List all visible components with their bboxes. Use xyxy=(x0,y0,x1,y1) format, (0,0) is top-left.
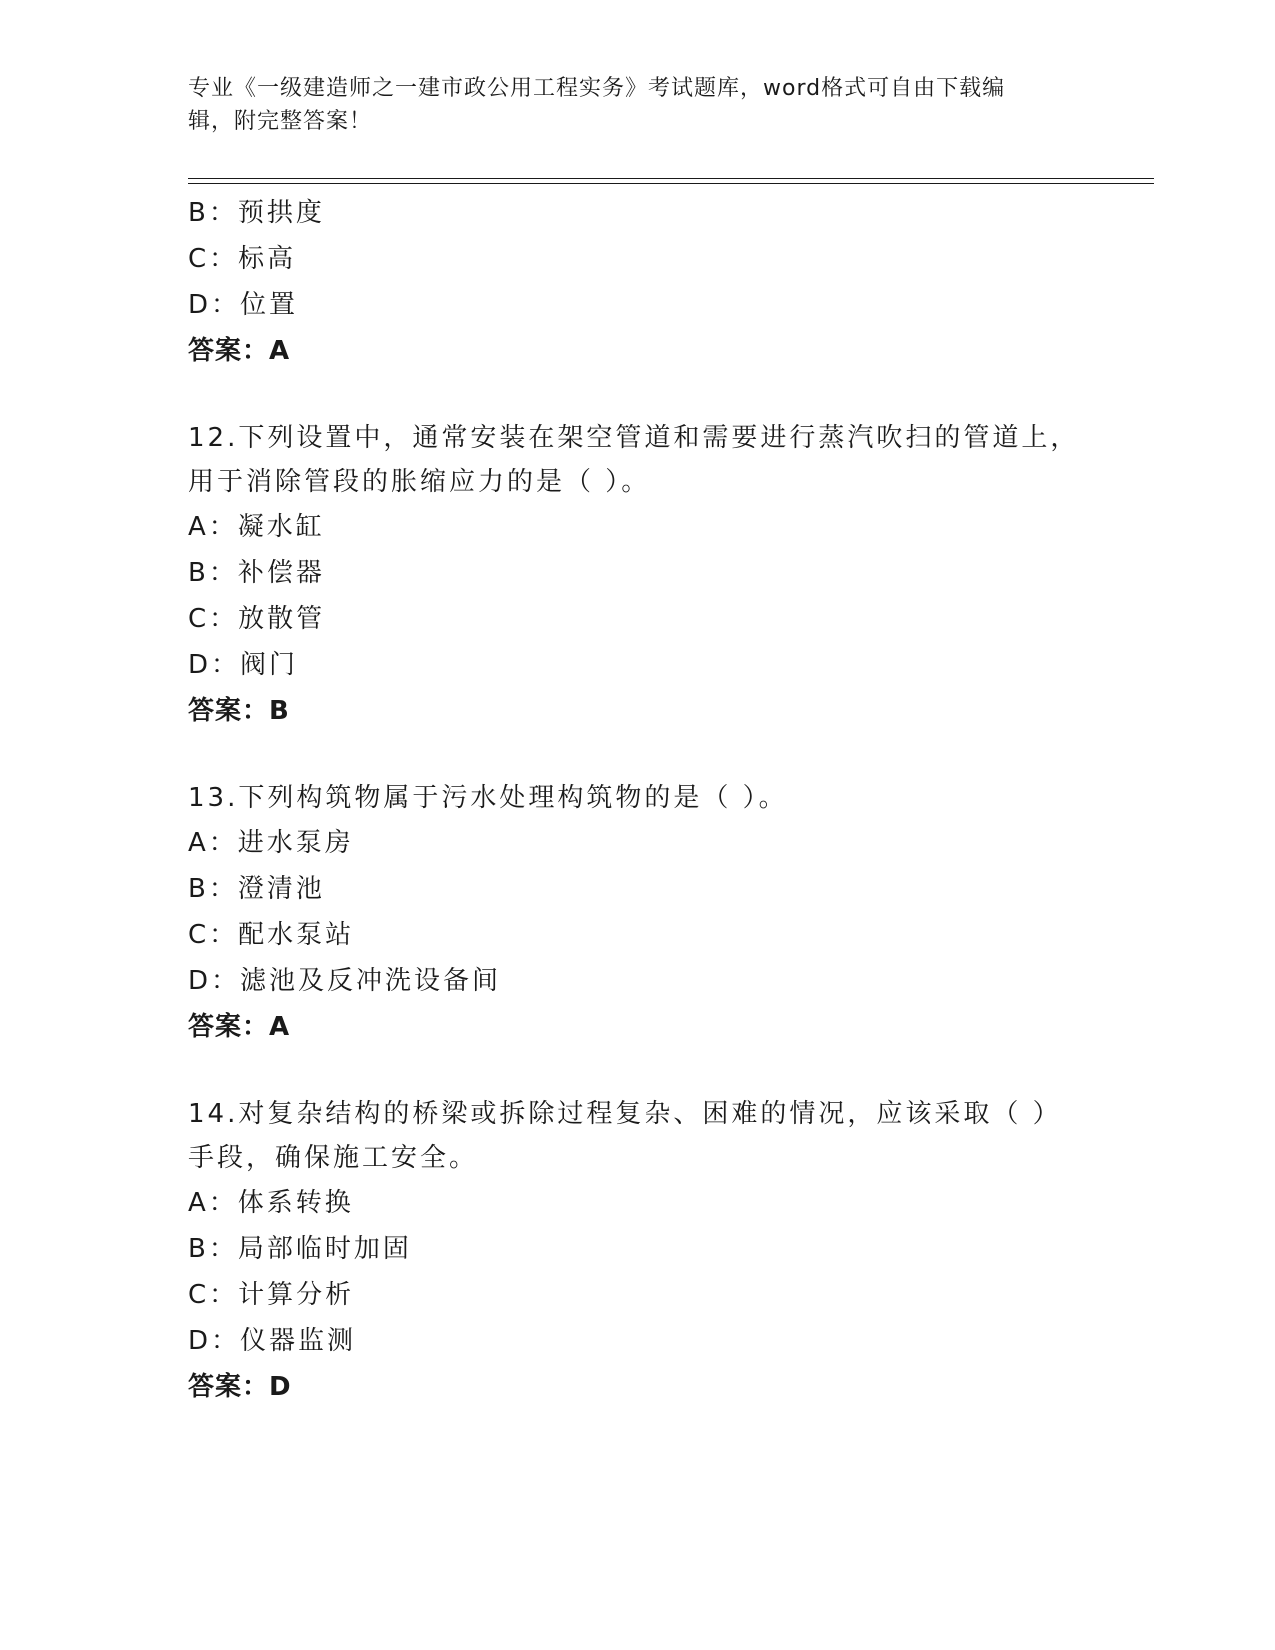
question-text-line: 13.下列构筑物属于污水处理构筑物的是（ ）。 xyxy=(188,783,788,813)
question-text-line: 用于消除管段的胀缩应力的是（ ）。 xyxy=(188,467,651,497)
option-c: C：配水泵站 xyxy=(188,920,355,950)
answer-line: 答案：B xyxy=(188,696,290,726)
question-text-line: 手段，确保施工安全。 xyxy=(188,1143,479,1173)
option-c: C：标高 xyxy=(188,244,297,274)
question-text-line: 14.对复杂结构的桥梁或拆除过程复杂、困难的情况，应该采取（ ） xyxy=(188,1099,1062,1129)
answer-line: 答案：A xyxy=(188,1012,291,1042)
option-c: C：放散管 xyxy=(188,604,326,634)
option-d: D：仪器监测 xyxy=(188,1326,357,1356)
option-b: B：预拱度 xyxy=(188,198,325,228)
option-b: B：补偿器 xyxy=(188,558,325,588)
document-header xyxy=(188,72,1068,138)
option-d: D：位置 xyxy=(188,290,299,320)
header-line-2: 辑，附完整答案！ xyxy=(188,109,373,134)
answer-line: 答案：A xyxy=(188,336,291,366)
previous-question-tail xyxy=(188,190,1088,374)
option-b: B：澄清池 xyxy=(188,874,325,904)
option-a: A：凝水缸 xyxy=(188,512,325,542)
option-b: B：局部临时加固 xyxy=(188,1234,412,1264)
option-a: A：体系转换 xyxy=(188,1188,354,1218)
answer-line: 答案：D xyxy=(188,1372,292,1402)
question-14 xyxy=(188,1092,1088,1410)
question-13 xyxy=(188,776,1088,1050)
option-d: D：阀门 xyxy=(188,650,299,680)
option-a: A：进水泵房 xyxy=(188,828,354,858)
question-12 xyxy=(188,416,1088,734)
option-d: D：滤池及反冲洗设备间 xyxy=(188,966,502,996)
header-divider-bottom xyxy=(188,183,1154,184)
question-text-line: 12.下列设置中，通常安装在架空管道和需要进行蒸汽吹扫的管道上， xyxy=(188,423,1080,453)
question-list xyxy=(188,190,1088,1410)
option-c: C：计算分析 xyxy=(188,1280,355,1310)
header-divider-top xyxy=(188,178,1154,179)
header-line-1: 专业《一级建造师之一建市政公用工程实务》考试题库，word格式可自由下载编 xyxy=(188,76,1006,101)
